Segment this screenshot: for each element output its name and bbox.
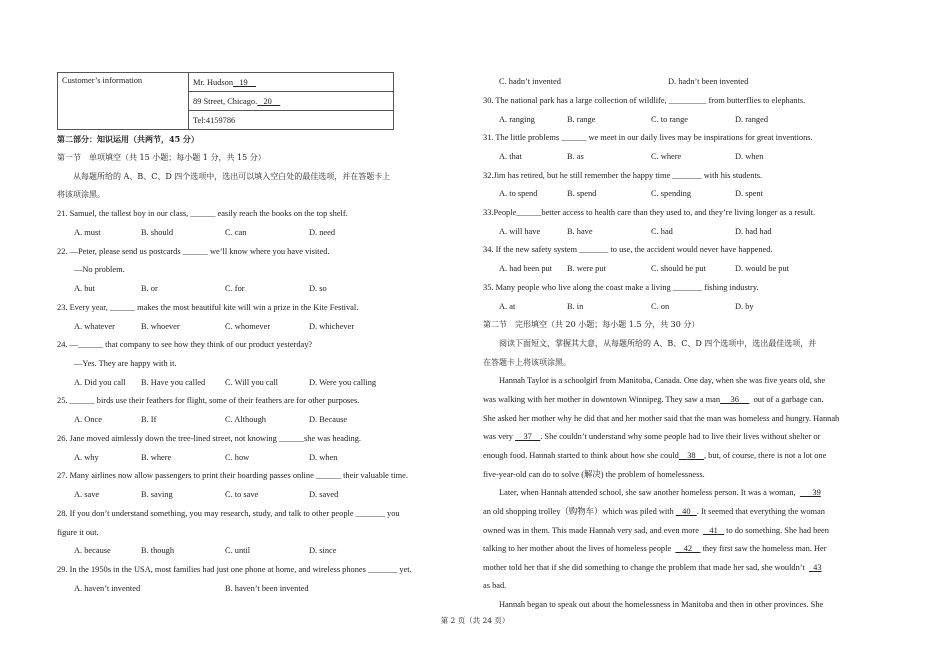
question-31: 31. The little problems ______ we meet in our daily lives may be inspirations for great inventions.: [483, 133, 813, 142]
info-label: Customer’s information: [58, 73, 189, 130]
option-34-b: B. were put: [567, 264, 606, 273]
option-26-c: C. how: [225, 453, 250, 462]
option-31-c: C. where: [651, 152, 682, 161]
blank-38: 38: [687, 451, 696, 460]
option-24-a: A. Did you call: [74, 378, 126, 387]
question-28-cont: figure it out.: [57, 528, 99, 537]
blank-40: 40: [682, 507, 691, 516]
question-22-reply: —No problem.: [74, 265, 125, 274]
option-25-a: A. Once: [74, 415, 102, 424]
option-23-c: C. whomever: [225, 322, 271, 331]
question-24: 24. —______ that company to see how they think of our product yesterday?: [57, 340, 313, 349]
passage-line: Later, when Hannah attended school, she saw another homeless person. It was a woman, 39: [499, 488, 821, 497]
section1-instruction: 从每题所给的 A、B、C、D 四个选项中，选出可以填入空白处的最佳选项，并在答题卡上: [73, 172, 391, 181]
option-28-a: A. because: [74, 546, 111, 555]
option-21-b: B. should: [141, 228, 174, 237]
blank-19: 19: [239, 77, 248, 87]
option-23-d: D. whichever: [309, 322, 355, 331]
option-29-a: A. haven’t invented: [74, 584, 141, 593]
option-21-d: D. need: [309, 228, 336, 237]
option-30-d: D. ranged: [735, 115, 769, 124]
part2-heading: 第二部分：知识运用（共两节，45 分）: [57, 134, 199, 144]
option-28-b: B. though: [141, 546, 175, 555]
passage-line: was very 37 . She couldn’t understand why some people had to live their lives without shelter or: [483, 432, 821, 441]
option-27-c: C. to save: [225, 490, 259, 499]
option-23-b: B. whoever: [141, 322, 180, 331]
info-tel-row: Tel:4159786: [189, 111, 394, 130]
option-33-b: B. have: [567, 227, 593, 236]
option-25-c: C. Although: [225, 415, 266, 424]
question-21: 21. Samuel, the tallest boy in our class, ______ easily reach the books on the top shelf.: [57, 209, 348, 218]
passage-line: was walking with her mother in downtown Winnipeg. They saw a man 36 out of a garbage can.: [483, 395, 824, 404]
option-22-a: A. but: [74, 284, 95, 293]
question-22: 22. —Peter, please send us postcards ______ we’ll know where you have visited.: [57, 247, 330, 256]
option-33-d: D. had had: [735, 227, 772, 236]
section2-instruction: 阅读下面短文，掌握其大意，从每题所给的 A、B、C、D 四个选项中，选出最佳选项，并: [499, 339, 817, 348]
blank-20: 20: [263, 96, 272, 106]
option-27-a: A. save: [74, 490, 100, 499]
option-27-d: D. saved: [309, 490, 339, 499]
section2-heading: 第二节 完形填空（共 20 小题；每小题 1.5 分，共 30 分）: [483, 320, 700, 329]
passage-line: five-year-old can do to solve (解决) the problem of homelessness.: [483, 470, 705, 479]
question-24-reply: —Yes. They are happy with it.: [74, 359, 177, 368]
option-25-b: B. If: [141, 415, 157, 424]
option-35-a: A. at: [499, 302, 516, 311]
blank-36: 36: [730, 395, 739, 404]
blank-43: 43: [813, 563, 822, 572]
option-30-a: A. ranging: [499, 115, 535, 124]
option-27-b: B. saving: [141, 490, 173, 499]
option-22-b: B. or: [141, 284, 158, 293]
page-footer: 第 2 页（共 24 页）: [440, 616, 510, 625]
option-32-d: D. spent: [735, 189, 763, 198]
question-29: 29. In the 1950s in the USA, most families had just one phone at home, and wireless phones _______ yet.: [57, 565, 412, 574]
option-31-d: D. when: [735, 152, 764, 161]
option-29-c: C. hadn’t invented: [499, 77, 561, 86]
customer-info-table: [57, 72, 394, 130]
option-24-b: B. Have you called: [141, 378, 206, 387]
option-33-a: A. will have: [499, 227, 541, 236]
option-34-d: D. would be put: [735, 264, 789, 273]
passage-line: Hannah Taylor is a schoolgirl from Manitoba, Canada. One day, when she was five years old, she: [499, 376, 826, 385]
option-22-c: C. for: [225, 284, 245, 293]
blank-39: 39: [812, 488, 821, 497]
question-30: 30. The national park has a large collection of wildlife, _________ from butterflies to elephants.: [483, 96, 806, 105]
option-32-a: A. to spend: [499, 189, 538, 198]
option-34-a: A. had been put: [499, 264, 553, 273]
question-25: 25. ______ birds use their feathers for flight, some of their feathers are for other purposes.: [57, 396, 360, 405]
option-30-c: C. to range: [651, 115, 688, 124]
option-28-d: D. since: [309, 546, 337, 555]
section1-heading: 第一节 单项填空（共 15 小题；每小题 1 分，共 15 分）: [57, 153, 266, 162]
option-21-a: A. must: [74, 228, 101, 237]
option-21-c: C. can: [225, 228, 247, 237]
option-23-a: A. whatever: [74, 322, 115, 331]
blank-37: 37: [523, 432, 532, 441]
option-34-c: C. should be put: [651, 264, 706, 273]
option-22-d: D. so: [309, 284, 327, 293]
question-27: 27. Many airlines now allow passengers to print their boarding passes online ______ their valuable time.: [57, 471, 408, 480]
section1-instruction-cont: 将该项涂黑。: [57, 190, 105, 199]
option-35-c: C. on: [651, 302, 670, 311]
option-35-d: D. by: [735, 302, 754, 311]
passage-line: as bad.: [483, 581, 507, 590]
passage-line: owned was in them. This made Hannah very sad, and even more 41 to do something. She had been: [483, 526, 829, 535]
passage-line: mother told her that if she did something to change the problem that made her sad, she wouldn’t 43: [483, 563, 822, 572]
option-35-b: B. in: [567, 302, 584, 311]
option-33-c: C. had: [651, 227, 673, 236]
option-24-d: D. Were you calling: [309, 378, 377, 387]
question-34: 34. If the new safety system _______ to use, the accident would never have happened.: [483, 245, 773, 254]
option-32-b: B. spend: [567, 189, 597, 198]
option-31-b: B. as: [567, 152, 584, 161]
option-29-d: D. hadn’t been invented: [668, 77, 749, 86]
option-29-b: B. haven’t been invented: [225, 584, 309, 593]
option-32-c: C. spending: [651, 189, 692, 198]
passage-line: an old shopping trolley（购物车）which was piled with 40 . It seemed that everything the woman: [483, 507, 825, 516]
question-33: 33.People______better access to health care than they used to, and they’re living longer as a result.: [483, 208, 816, 217]
option-31-a: A. that: [499, 152, 522, 161]
option-30-b: B. range: [567, 115, 596, 124]
option-26-a: A. why: [74, 453, 99, 462]
question-35: 35. Many people who live along the coast make a living _______ fishing industry.: [483, 283, 759, 292]
passage-line: enough food. Hannah started to think about how she could 38 , but, of course, there is not a lot one: [483, 451, 827, 460]
option-24-c: C. Will you call: [225, 378, 279, 387]
question-32: 32.Jim has retired, but he still remember the happy time _______ with his students.: [483, 171, 763, 180]
option-26-b: B. where: [141, 453, 172, 462]
question-23: 23. Every year, ______ makes the most beautiful kite will win a prize in the Kite Festival.: [57, 303, 359, 312]
blank-42: 42: [683, 544, 693, 553]
passage-line: She asked her mother why he did that and her mother said that the man was homeless and hungry. Hannah: [483, 414, 840, 423]
question-28: 28. If you don’t understand something, you may research, study, and talk to other people _______ you: [57, 509, 400, 518]
passage-line: talking to her mother about the lives of homeless people 42 they first saw the homeless man. Her: [483, 544, 827, 553]
info-name-row: Mr. Hudson 19: [189, 73, 394, 92]
option-28-c: C. until: [225, 546, 251, 555]
option-26-d: D. when: [309, 453, 338, 462]
info-address-row: 89 Street, Chicago. 20: [189, 92, 394, 111]
passage-line: Hannah began to speak out about the homelessness in Manitoba and then in other provinces. She: [499, 600, 824, 609]
section2-instruction-cont: 在答题卡上将该项涂黑。: [483, 358, 571, 367]
option-25-d: D. Because: [309, 415, 348, 424]
blank-41: 41: [709, 526, 718, 535]
question-26: 26. Jane moved aimlessly down the tree-lined street, not knowing ______she was heading.: [57, 434, 361, 443]
